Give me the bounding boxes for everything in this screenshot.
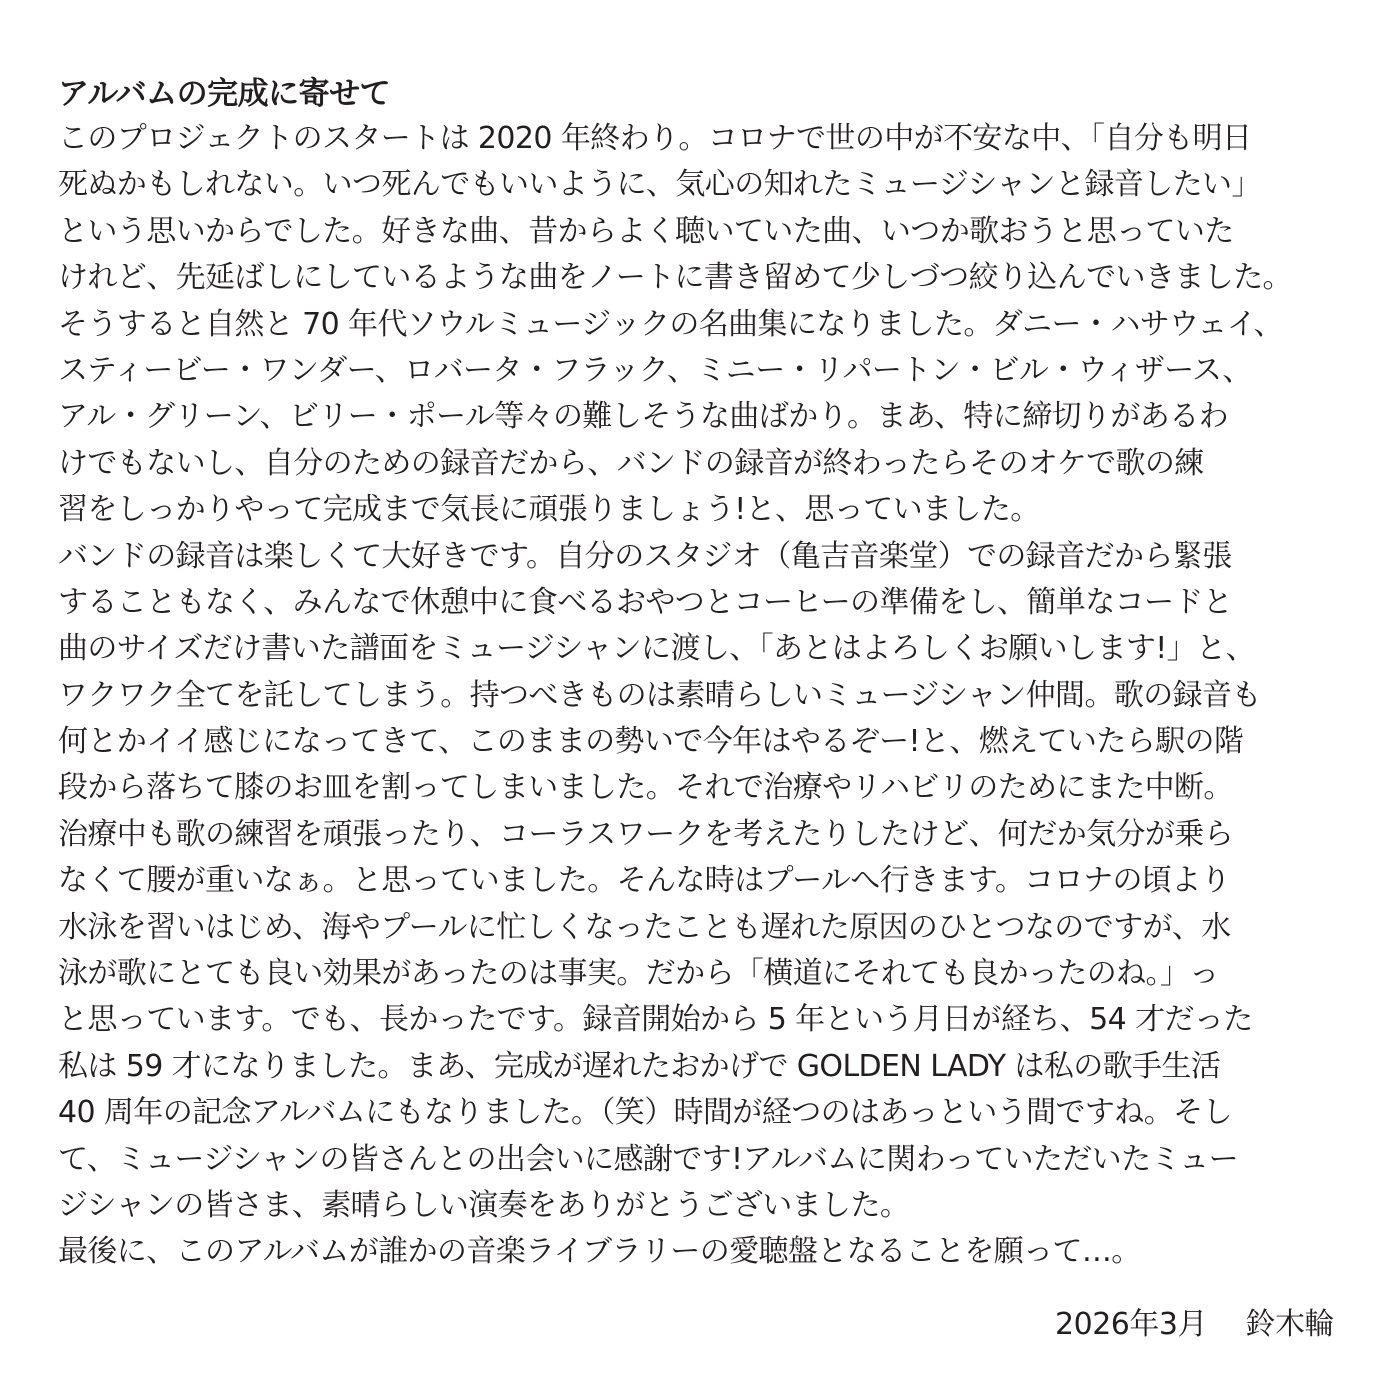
body-line: 死ぬかもしれない。いつ死んでもいいように、気心の知れたミュージシャンと録音したい」 (58, 167, 1261, 203)
body-line: 水泳を習いはじめ、海やプールに忙しくなったことも遅れた原因のひとつなのですが、水 (58, 909, 1231, 945)
body-line: 曲のサイズだけ書いた譜面をミュージシャンに渡し、「あとはよろしくお願いします!」と、 (58, 631, 1255, 667)
body-line: 習をしっかりやって完成まで気長に頑張りましょう!と、思っていました。 (58, 492, 1040, 528)
body-line: バンドの録音は楽しくて大好きです。自分のスタジオ（亀吉音楽堂）での録音だから緊張 (58, 538, 1232, 574)
body-line: という思いからでした。好きな曲、昔からよく聴いていた曲、いつか歌おうと思っていた (58, 213, 1234, 249)
body-line: アル・グリーン、ビリー・ポール等々の難しそうな曲ばかり。まあ、特に締切りがあるわ (58, 399, 1228, 435)
signature (1055, 1302, 1334, 1348)
body-line: このプロジェクトのスタートは 2020 年終わり。コロナで世の中が不安な中、「自分も明日 (58, 121, 1252, 156)
body-line: 段から落ちて膝のお皿を割ってしまいました。それで治療やリハビリのためにまた中断。 (58, 770, 1233, 806)
signature-date: 2026年3月 (1055, 1307, 1207, 1342)
body-line: けれど、先延ばしにしているような曲をノートに書き留めて少しづつ絞り込んでいきました。 (58, 260, 1292, 296)
body-line: 何とかイイ感じになってきて、このままの勢いで今年はやるぞー!と、燃えていたら駅の階 (58, 724, 1244, 760)
body-line: ジシャンの皆さま、素晴らしい演奏をありがとうございました。 (58, 1187, 910, 1223)
signature-author: 鈴木輪 (1245, 1307, 1334, 1342)
body-line: 治療中も歌の練習を頑張ったり、コーラスワークを考えたりしたけど、何だか気分が乗ら (58, 816, 1234, 852)
body-line: て、ミュージシャンの皆さんとの出会いに感謝です!アルバムに関わっていただいたミュー (58, 1141, 1239, 1177)
body-line: なくて腰が重いなぁ。と思っていました。そんな時はプールへ行きます。コロナの頃より (58, 863, 1231, 899)
body-line: ワクワク全てを託してしまう。持つべきものは素晴らしいミュージシャン仲間。歌の録音も (58, 677, 1261, 713)
body-line: 泳が歌にとても良い効果があったのは事実。だから「横道にそれても良かったのね。」っ (58, 956, 1219, 992)
document-body (58, 116, 1348, 1276)
body-line: そうすると自然と 70 年代ソウルミュージックの名曲集になりました。ダニー・ハサウェイ、 (58, 306, 1283, 342)
document-page (58, 72, 1348, 1276)
body-line: スティービー・ワンダー、ロバータ・フラック、ミニー・リパートン・ビル・ウィザース、 (58, 352, 1252, 388)
body-line: 40 周年の記念アルバムにもなりました。（笑）時間が経つのはあっという間ですね。そし (58, 1095, 1232, 1131)
body-line: 最後に、このアルバムが誰かの音楽ライブラリーの愛聴盤となることを願って…。 (58, 1234, 1141, 1270)
body-line: 私は 59 才になりました。まあ、完成が遅れたおかげで GOLDEN LADY は私の歌手生活 (58, 1048, 1221, 1084)
body-line: けでもないし、自分のための録音だから、バンドの録音が終わったらそのオケで歌の練 (58, 445, 1204, 481)
body-line: することもなく、みんなで休憩中に食べるおやつとコーヒーの準備をし、簡単なコードと (58, 584, 1233, 620)
body-line: と思っています。でも、長かったです。録音開始から 5 年という月日が経ち、54 才だった (58, 1002, 1253, 1038)
document-heading: アルバムの完成に寄せて (58, 76, 391, 112)
